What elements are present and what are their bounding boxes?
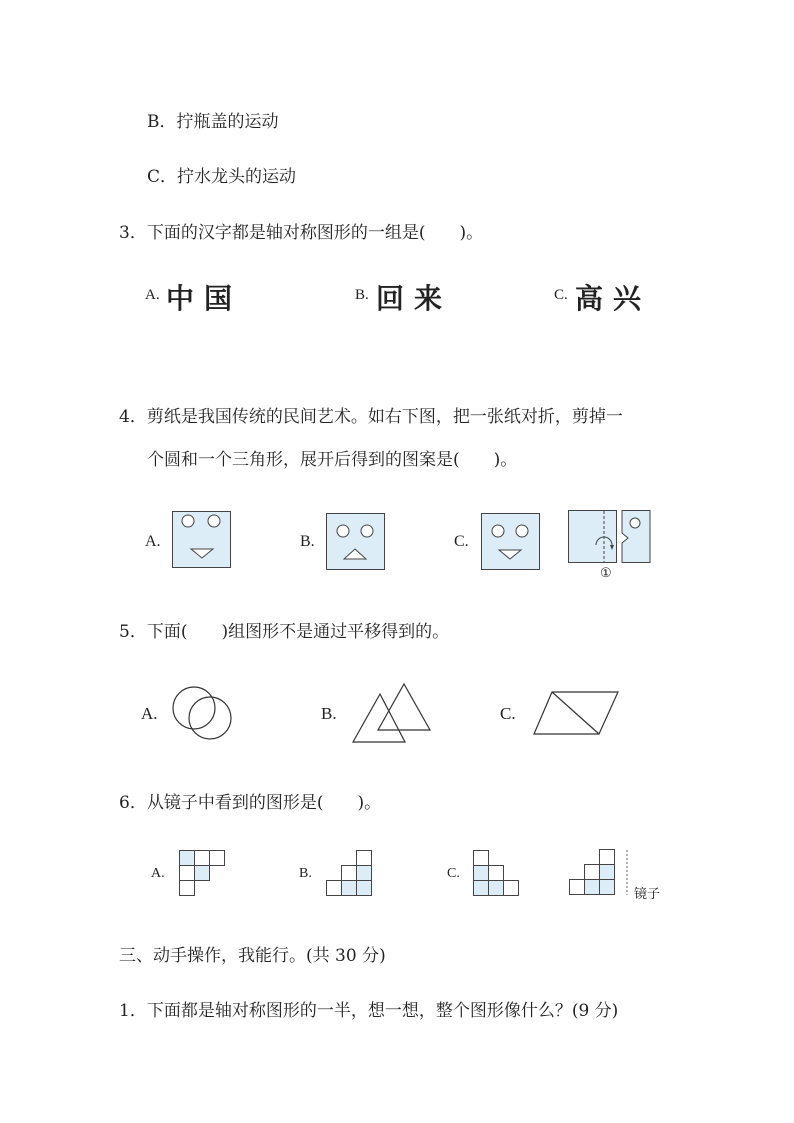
q5-option-b-triangles [352,682,432,744]
q3-option-b-label: B. [355,287,369,303]
q6-option-c-label: C. [447,866,460,881]
q3-option-a-chars: 中国 [166,282,243,315]
question-5: 5．下面( )组图形不是通过平移得到的。 [119,622,450,642]
q4-step-marker: ① [600,566,612,581]
mirror-label: 镜子 [634,887,661,902]
option-c-text: C．拧水龙头的运动 [147,167,297,187]
q3-option-c-label: C. [554,287,568,303]
question-3: 3．下面的汉字都是轴对称图形的一组是( )。 [119,223,484,243]
q5-option-c-parallelogram [533,691,619,736]
question-4-line-1: 4．剪纸是我国传统的民间艺术。如右下图，把一张纸对折，剪掉一 [119,407,623,427]
q4-option-a-label: A. [145,533,161,550]
q6-option-c-grid [473,850,523,898]
q3-option-c-chars: 高兴 [575,282,652,315]
q3-option-b-chars: 回来 [376,282,453,315]
section-3-question-1: 1．下面都是轴对称图形的一半，想一想，整个图形像什么？(9 分) [119,1001,619,1021]
q4-option-a-figure [172,511,232,569]
q5-option-a-circles [172,686,234,741]
q6-option-a-grid [179,850,229,898]
q4-option-c-label: C. [454,533,469,550]
q4-option-b-label: B. [300,533,315,550]
q6-option-a-label: A. [151,866,165,881]
question-6: 6．从镜子中看到的图形是( )。 [119,793,382,813]
q3-option-a-label: A. [145,287,160,303]
option-b-text: B．拧瓶盖的运动 [147,112,279,132]
q6-original-grid [569,849,631,899]
q5-option-c-label: C. [500,704,516,723]
q6-option-b-grid [326,850,376,898]
q4-fold-illustration [568,510,653,565]
q5-option-a-label: A. [141,704,158,723]
q4-option-c-figure [481,513,541,571]
q5-option-b-label: B. [321,704,337,723]
section-3-heading: 三、动手操作，我能行。(共 30 分) [119,946,386,966]
q4-option-b-figure [326,513,386,571]
question-4-line-2: 个圆和一个三角形，展开后得到的图案是( )。 [147,450,518,470]
q6-option-b-label: B. [299,866,312,881]
